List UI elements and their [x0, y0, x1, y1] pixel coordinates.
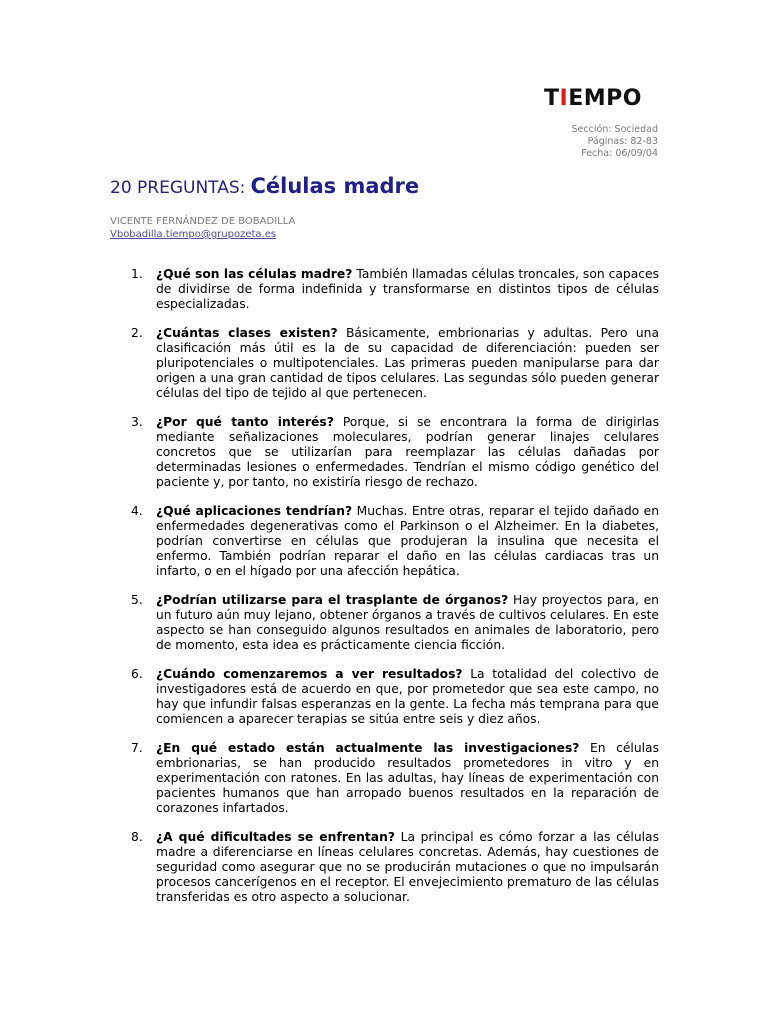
question-item	[132, 830, 659, 905]
question-number: 5.	[131, 593, 143, 607]
question-body	[156, 267, 659, 312]
question-item	[132, 741, 659, 816]
question-heading: ¿Por qué tanto interés?	[156, 415, 334, 429]
meta-section: Sección: Sociedad	[571, 124, 658, 135]
question-body	[156, 667, 659, 727]
meta-date: Fecha: 06/09/04	[581, 148, 658, 159]
author-name: VICENTE FERNÁNDEZ DE BOBADILLA	[110, 216, 296, 227]
question-item	[132, 415, 659, 490]
logo-text-start: T	[544, 86, 560, 111]
question-body	[156, 415, 659, 490]
tiempo-logo	[544, 86, 642, 111]
question-number: 7.	[131, 741, 143, 755]
question-item	[132, 593, 659, 653]
question-answer: La principal es cómo forzar a las células madre a diferenciarse en líneas celulares concretas. Además, hay cuestiones de seguridad como asegurar que no se producirán mutaciones o que no impulsarán procesos cancerígenos en el receptor. El envejecimiento prematuro de las células transferidas es otro aspecto a solucionar.	[156, 830, 659, 904]
question-answer: Muchas. Entre otras, reparar el tejido dañado en enfermedades degenerativas como el Parkinson o el Alzheimer. En la diabetes, podrían convertirse en células que produjeran la insulina que necesita el enfermo. También podrían reparar el daño en las células cardiacas tras un infarto, o en el hígado por una afección hepática.	[156, 504, 659, 578]
question-answer: También llamadas células troncales, son capaces de dividirse de forma indefinida y transformarse en distintos tipos de células especializadas.	[156, 267, 659, 311]
question-item	[132, 504, 659, 579]
question-heading: ¿Qué son las células madre?	[156, 267, 353, 281]
title-main: Células madre	[250, 174, 420, 198]
question-answer: En células embrionarias, se han producido resultados prometedores in vitro y en experimentación con ratones. En las adultas, hay líneas de experimentación con pacientes humanos que han arropado buenos resultados en la reparación de corazones infartados.	[156, 741, 659, 815]
question-body	[156, 741, 659, 816]
question-item	[132, 267, 659, 312]
question-number: 6.	[131, 667, 143, 681]
question-number: 1.	[131, 267, 143, 281]
question-list	[132, 267, 659, 919]
question-answer: Porque, si se encontrara la forma de dirigirlas mediante señalizaciones moleculares, podrían generar linajes celulares concretos que se utilizarían para reemplazar las células dañadas por determinadas lesiones o enfermedades. Tendrían el mismo código genético del paciente y, por tanto, no existiría riesgo de rechazo.	[156, 415, 660, 489]
question-answer: La totalidad del colectivo de investigadores está de acuerdo en que, por prometedor que sea este campo, no hay que infundir falsas esperanzas en la gente. La fecha más temprana para que comiencen a aparecer terapias se sitúa entre seis y diez años.	[156, 667, 659, 726]
logo-text-accent: I	[559, 86, 569, 111]
logo-text-end: EMPO	[568, 86, 642, 111]
question-number: 2.	[131, 326, 143, 340]
question-heading: ¿A qué dificultades se enfrentan?	[156, 830, 395, 844]
question-answer: Hay proyectos para, en un futuro aún muy lejano, obtener órganos a través de cultivos celulares. En este aspecto se han conseguido algunos resultados en animales de laboratorio, pero de momento, esta idea es prácticamente ciencia ficción.	[156, 593, 659, 652]
author-email-link[interactable]: Vbobadilla.tiempo@grupozeta.es	[110, 229, 277, 240]
question-item	[132, 667, 659, 727]
question-body	[156, 830, 659, 905]
page-title	[110, 174, 419, 198]
meta-pages: Páginas: 82-83	[587, 136, 658, 147]
article-meta	[572, 124, 658, 160]
question-heading: ¿Cuántas clases existen?	[156, 326, 338, 340]
question-body	[156, 504, 659, 579]
question-heading: ¿Cuándo comenzaremos a ver resultados?	[156, 667, 463, 681]
title-prefix: 20 PREGUNTAS:	[110, 178, 246, 198]
question-heading: ¿Qué aplicaciones tendrían?	[156, 504, 353, 518]
question-body	[156, 326, 659, 401]
question-heading: ¿Podrían utilizarse para el trasplante de órganos?	[156, 593, 509, 607]
question-number: 8.	[131, 830, 143, 844]
question-body	[156, 593, 659, 653]
question-item	[132, 326, 659, 401]
question-heading: ¿En qué estado están actualmente las investigaciones?	[156, 741, 580, 755]
question-number: 3.	[131, 415, 143, 429]
question-number: 4.	[131, 504, 143, 518]
question-answer: Básicamente, embrionarias y adultas. Pero una clasificación más útil es la de su capacidad de diferenciación: pueden ser pluripotenciales o multipotenciales. Las primeras pueden manipularse para dar origen a una gran cantidad de tipos celulares. Las segundas sólo pueden generar células del tipo de tejido al que pertenecen.	[156, 326, 659, 400]
author-block	[110, 215, 295, 241]
